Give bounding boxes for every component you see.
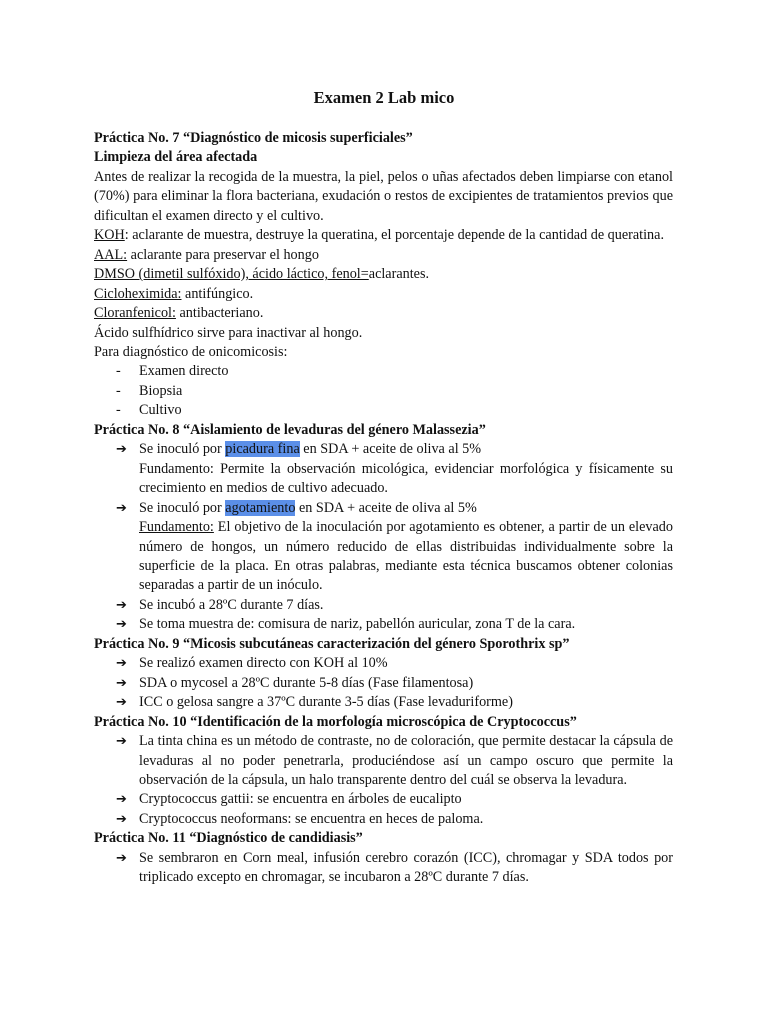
p11-heading: Práctica No. 11 “Diagnóstico de candidiasis” bbox=[94, 830, 363, 847]
clor-term: Cloranfenicol: bbox=[94, 305, 176, 322]
p9-b3-text: ICC o gelosa sangre a 37ºC durante 3-5 días (Fase levaduriforme) bbox=[139, 694, 513, 711]
p8-b3-text: Se incubó a 28ºC durante 7 días. bbox=[139, 596, 324, 613]
p7-heading: Práctica No. 7 “Diagnóstico de micosis superficiales” bbox=[94, 130, 413, 146]
p7-dmso bbox=[94, 265, 673, 284]
arrow-icon: ➔ bbox=[116, 695, 127, 711]
p11-b1-text: Se sembraron en Corn meal, infusión cerebro corazón (ICC), chromagar y SDA todos por triplicado excepto en chromagar, se incubaron a 28ºC durante 7 días. bbox=[139, 849, 673, 886]
ciclo-term: Cicloheximida: bbox=[94, 285, 182, 302]
p9-bullet-2 bbox=[94, 674, 673, 693]
clor-text: antibacteriano. bbox=[175, 305, 264, 322]
document-title: Examen 2 Lab mico bbox=[313, 88, 455, 107]
arrow-icon: ➔ bbox=[116, 500, 127, 516]
p7-onico-intro: Para diagnóstico de onicomicosis: bbox=[94, 343, 288, 360]
list-item: - Examen directo bbox=[94, 362, 673, 381]
p9-b1-text: Se realizó examen directo con KOH al 10% bbox=[139, 655, 388, 672]
p7-ciclo bbox=[94, 285, 673, 304]
p8-bullet-4 bbox=[94, 615, 673, 634]
p8-b1-fundamento: Fundamento: Permite la observación micológica, evidenciar morfológica y físicamente su crecimiento en medios de cultivo adecuado. bbox=[139, 460, 673, 497]
p8-b1-pre: Se inoculó por bbox=[139, 441, 226, 458]
p10-b2-text: Cryptococcus gattii: se encuentra en árboles de eucalipto bbox=[139, 791, 462, 808]
arrow-icon: ➔ bbox=[116, 442, 127, 458]
arrow-icon: ➔ bbox=[116, 675, 127, 691]
arrow-icon: ➔ bbox=[116, 811, 127, 827]
p7-aal bbox=[94, 246, 673, 265]
p8-b2-post: en SDA + aceite de oliva al 5% bbox=[295, 499, 477, 516]
p8-b4-text: Se toma muestra de: comisura de nariz, pabellón auricular, zona T de la cara. bbox=[139, 616, 576, 633]
p8-bullet-1 bbox=[94, 440, 673, 459]
p9-bullet-3 bbox=[94, 693, 673, 712]
p7-intro: Antes de realizar la recogida de la muestra, la piel, pelos o uñas afectados deben limpiarse con etanol (70%) para eliminar la flora bacteriana, exudación o restos de excipientes de tratamientos previos que dificultan el examen directo y el cultivo. bbox=[94, 168, 673, 224]
p7-clor bbox=[94, 304, 673, 323]
p11-bullet-1 bbox=[94, 849, 673, 888]
p9-b2-text: SDA o mycosel a 28ºC durante 5-8 días (Fase filamentosa) bbox=[139, 674, 474, 691]
dmso-text: aclarantes. bbox=[368, 266, 430, 283]
p9-heading: Práctica No. 9 “Micosis subcutáneas caracterización del género Sporothrix sp” bbox=[94, 635, 570, 652]
p10-b1-text: La tinta china es un método de contraste, no de coloración, que permite destacar la cápsula de levaduras al no poder penetrarla, produciéndose así un campo oscuro que permite la observación de la cápsula, un halo transparente dentro del cuál se observa la levadura. bbox=[139, 733, 673, 788]
aal-text: aclarante para preservar el hongo bbox=[127, 246, 319, 263]
fundamento-label: Fundamento: bbox=[139, 519, 214, 536]
list-item: - Biopsia bbox=[94, 382, 673, 401]
ciclo-text: antifúngico. bbox=[181, 285, 254, 302]
p9-bullet-1 bbox=[94, 654, 673, 673]
highlight-picadura: picadura fina bbox=[225, 441, 300, 458]
koh-text: : aclarante de muestra, destruye la queratina, el porcentaje depende de la cantidad de queratina. bbox=[124, 227, 664, 244]
p10-b3-text: Cryptococcus neoformans: se encuentra en heces de paloma. bbox=[139, 810, 484, 827]
p10-bullet-3 bbox=[94, 810, 673, 829]
p10-bullet-2 bbox=[94, 790, 673, 809]
p8-heading: Práctica No. 8 “Aislamiento de levaduras del género Malassezia” bbox=[94, 421, 486, 438]
p8-b2-fundamento bbox=[94, 518, 673, 596]
p10-bullet-1 bbox=[94, 732, 673, 790]
p7-subheading: Limpieza del área afectada bbox=[94, 149, 258, 166]
arrow-icon: ➔ bbox=[116, 850, 127, 866]
list-item: - Cultivo bbox=[94, 401, 673, 420]
arrow-icon: ➔ bbox=[116, 597, 127, 613]
p8-b2-pre: Se inoculó por bbox=[139, 499, 226, 516]
arrow-icon: ➔ bbox=[116, 792, 127, 808]
p10-heading: Práctica No. 10 “Identificación de la morfología microscópica de Cryptococcus” bbox=[94, 713, 577, 730]
p8-b1-post: en SDA + aceite de oliva al 5% bbox=[299, 441, 482, 458]
koh-term: KOH bbox=[94, 227, 125, 244]
document-body bbox=[94, 129, 673, 888]
dmso-term: DMSO (dimetil sulfóxido), ácido láctico, fenol= bbox=[94, 266, 369, 283]
p8-bullet-2 bbox=[94, 499, 673, 518]
p7-acido: Ácido sulfhídrico sirve para inactivar al hongo. bbox=[94, 324, 363, 341]
highlight-agotamiento: agotamiento bbox=[225, 499, 296, 516]
aal-term: AAL: bbox=[94, 246, 128, 263]
arrow-icon: ➔ bbox=[116, 656, 127, 672]
p7-koh bbox=[94, 226, 673, 245]
p8-bullet-3 bbox=[94, 596, 673, 615]
arrow-icon: ➔ bbox=[116, 734, 127, 750]
arrow-icon: ➔ bbox=[116, 617, 127, 633]
fundamento-text: El objetivo de la inoculación por agotamiento es obtener, a partir de un elevado número de hongos, un número reducido de ellas distribuidas individualmente sobre la superficie de la placa. En otras palabras, mediante esta técnica buscamos obtener colonias separadas a partir de un inóculo. bbox=[139, 519, 673, 594]
